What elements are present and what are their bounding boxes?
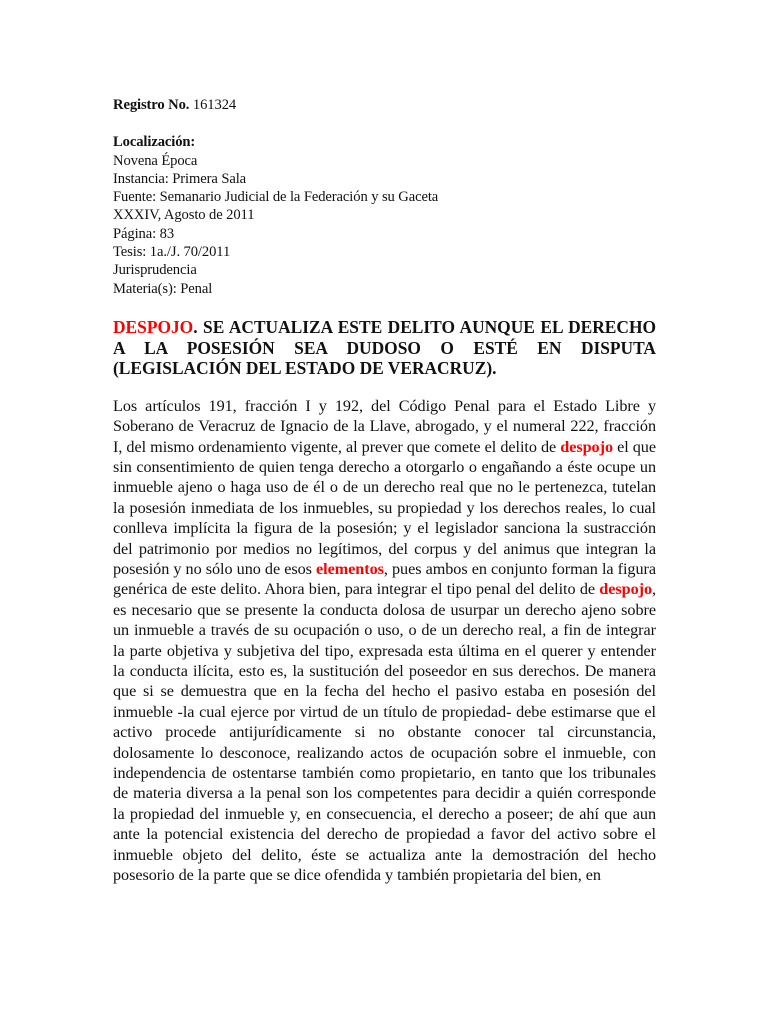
tesis-line: Tesis: 1a./J. 70/2011 <box>113 244 231 261</box>
registro-line <box>113 96 656 114</box>
keyword-highlight-elementos: elementos <box>316 560 384 578</box>
thesis-title-rest: . SE ACTUALIZA ESTE DELITO AUNQUE EL DERECHO A LA POSESIÓN SEA DUDOSO O ESTÉ EN DISPUTA (LEGISLACIÓN DEL ESTADO DE VERACRUZ). <box>113 316 656 379</box>
body-segment-2: el que sin consentimiento de quien tenga derecho a otorgarlo o engañando a éste ocupe un inmueble ajeno o haga uso de él o de un derecho real que no le pertenezca, tutelan la posesión inmediata de los inmuebles, su propiedad y los derechos reales, lo cual conlleva implícita la figura de la posesión; y el legislador sanciona la sustracción del patrimonio por medios no legítimos, del corpus y del animus que integran la posesión y no sólo uno de esos <box>113 437 656 578</box>
fuente-line: Fuente: Semanario Judicial de la Federación y su Gaceta <box>113 189 439 206</box>
body-segment-1: Los artículos 191, fracción I y 192, del Código Penal para el Estado Libre y Soberano de Veracruz de Ignacio de la Llave, abrogado, y el numeral 222, fracción I, del mismo ordenamiento vigente, al prever que comete el delito de <box>113 396 656 456</box>
materia-line: Materia(s): Penal <box>113 280 213 297</box>
body-segment-3: , pues ambos en conjunto forman la figura genérica de este delito. Ahora bien, para integrar el tipo penal del delito de <box>113 560 656 599</box>
thesis-keyword: DESPOJO <box>113 316 194 337</box>
keyword-highlight-despojo: despojo <box>560 437 613 456</box>
instancia-line: Instancia: Primera Sala <box>113 170 247 187</box>
tipo-line: Jurisprudencia <box>113 262 197 279</box>
localizacion-label: Localización: <box>113 134 196 151</box>
thesis-title <box>113 317 656 379</box>
epoca-line: Novena Época <box>113 152 198 169</box>
keyword-highlight-despojo: despojo <box>599 580 652 599</box>
pagina-line: Página: 83 <box>113 225 175 242</box>
body-segment-4: , es necesario que se presente la conducta dolosa de usurpar un derecho ajeno sobre un inmueble a través de su ocupación o uso, o de un derecho real, a fin de integrar la parte objetiva y subjetiva del tipo, expresada esta última en el querer y entender la conducta ilícita, esto es, la sustitución del poseedor en sus derechos. De manera que si se demuestra que en la fecha del hecho el pasivo estaba en posesión del inmueble -la cual ejerce por virtud de un título de propiedad- debe estimarse que el activo procede antijurídicamente si no obstante conocer tal circunstancia, dolosamente lo desconoce, realizando actos de ocupación sobre el inmueble, con independencia de ostentarse también como propietario, en tanto que los tribunales de materia diversa a la penal son los competentes para decidir a quién corresponde la propiedad del inmueble y, en consecuencia, el derecho a poseer; de ahí que aun ante la potencial existencia del derecho de propiedad a favor del activo sobre el inmueble objeto del delito, éste se actualiza ante la demostración del hecho posesorio de la parte que se dice ofendida y también propietaria del bien, en <box>113 580 656 885</box>
thesis-body <box>113 396 656 886</box>
document-header <box>113 96 656 298</box>
registro-value: 161324 <box>189 97 237 113</box>
registro-label: Registro No. <box>113 97 190 113</box>
volumen-line: XXXIV, Agosto de 2011 <box>113 207 255 224</box>
